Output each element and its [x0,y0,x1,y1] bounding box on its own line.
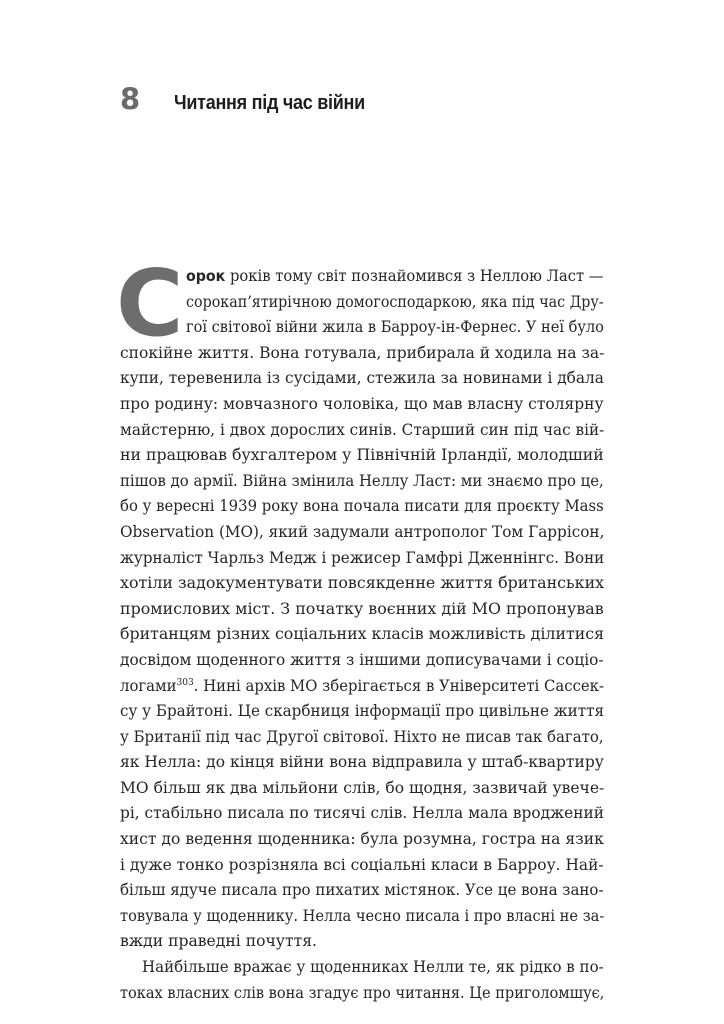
text-line: промислових міст. З початку воєнних дій МО пропонував [120,599,604,618]
text-line: про родину: мовчазного чоловіка, що мав власну столярну [120,394,604,413]
text-line: Observation (МО), який задумали антрополог Том Гаррісон, [120,522,605,541]
text-line: сорокап’ятирічною домогосподаркою, яка під час Дру- [186,292,604,311]
text-line: купи, теревенила із сусідами, стежила за новинами і дбала [120,369,604,388]
paragraph-2 [120,955,604,1006]
footnote-reference[interactable]: 303 [176,676,194,688]
chapter-number: 8 [120,82,141,116]
text-line: британцям різних соціальних класів можливість ділитися [120,625,605,644]
chapter-heading [120,82,386,116]
text-line: хист до ведення щоденника: була розумна, гостра на язик [120,830,604,849]
text-line: спокійне життя. Вона готувала, прибирала й ходила на за- [120,343,605,362]
text-line: гої світової війни жила в Барроу-ін-Фернес. У неї було [186,318,604,337]
text-line: майстерню, і двох дорослих синів. Старший син під час вій- [120,420,605,439]
text-line: рі, стабільно писала по тисячі слів. Нелла мала вроджений [120,804,604,823]
text-line: токах власних слів вона згадує про читання. Це приголомшує, [120,983,605,1002]
text-line: товувала у щоденнику. Нелла чесно писала і про власні не за- [120,906,605,925]
text-line: досвідом щоденного життя з іншими дописувачами і соціо- [120,650,604,669]
text-line: вжди праведні почуття. [120,932,318,951]
chapter-title: Читання під час війни [174,92,365,114]
drop-cap: С [116,250,184,357]
lead-bold-word: орок [186,267,226,285]
body-text [116,250,605,1006]
text-line: у Британії під час Другої світової. Ніхто не писав так багато, [120,727,604,746]
text-line: орок років тому світ познайомився з Неллою Ласт — [186,267,604,285]
text-line-footnote: логами$^{303}$. Нині архів МО зберігається в Університеті Сассек- [120,676,604,695]
text-line: хотіли задокументувати повсякденне життя британських [120,574,605,593]
text-line: більш ядуче писала про пихатих містянок. Усе це вона зано- [120,881,604,900]
text-line: ни працював бухгалтером у Північній Ірландії, молодший [120,446,604,465]
paragraph-1 [120,264,604,955]
text-line: і дуже тонко розрізняла всі соціальні класи в Барроу. Най- [120,855,604,874]
text-line: бо у вересні 1939 року вона почала писати для проєкту Mass [120,497,604,516]
text-line: МО більш як два мільйони слів, бо щодня, зазвичай увече- [120,778,605,797]
text-line: пішов до армії. Війна змінила Неллу Ласт: ми знаємо про це, [120,471,604,490]
text-line: журналіст Чарльз Медж і режисер Гамфрі Дженнінгс. Вони [120,548,605,567]
text-line: Найбільше вражає у щоденниках Нелли те, як рідко в по- [142,958,604,977]
text-line: су у Брайтоні. Це скарбниця інформації про цивільне життя [120,702,605,721]
text-line: як Нелла: до кінця війни вона відправила у штаб-квартиру [120,753,604,772]
